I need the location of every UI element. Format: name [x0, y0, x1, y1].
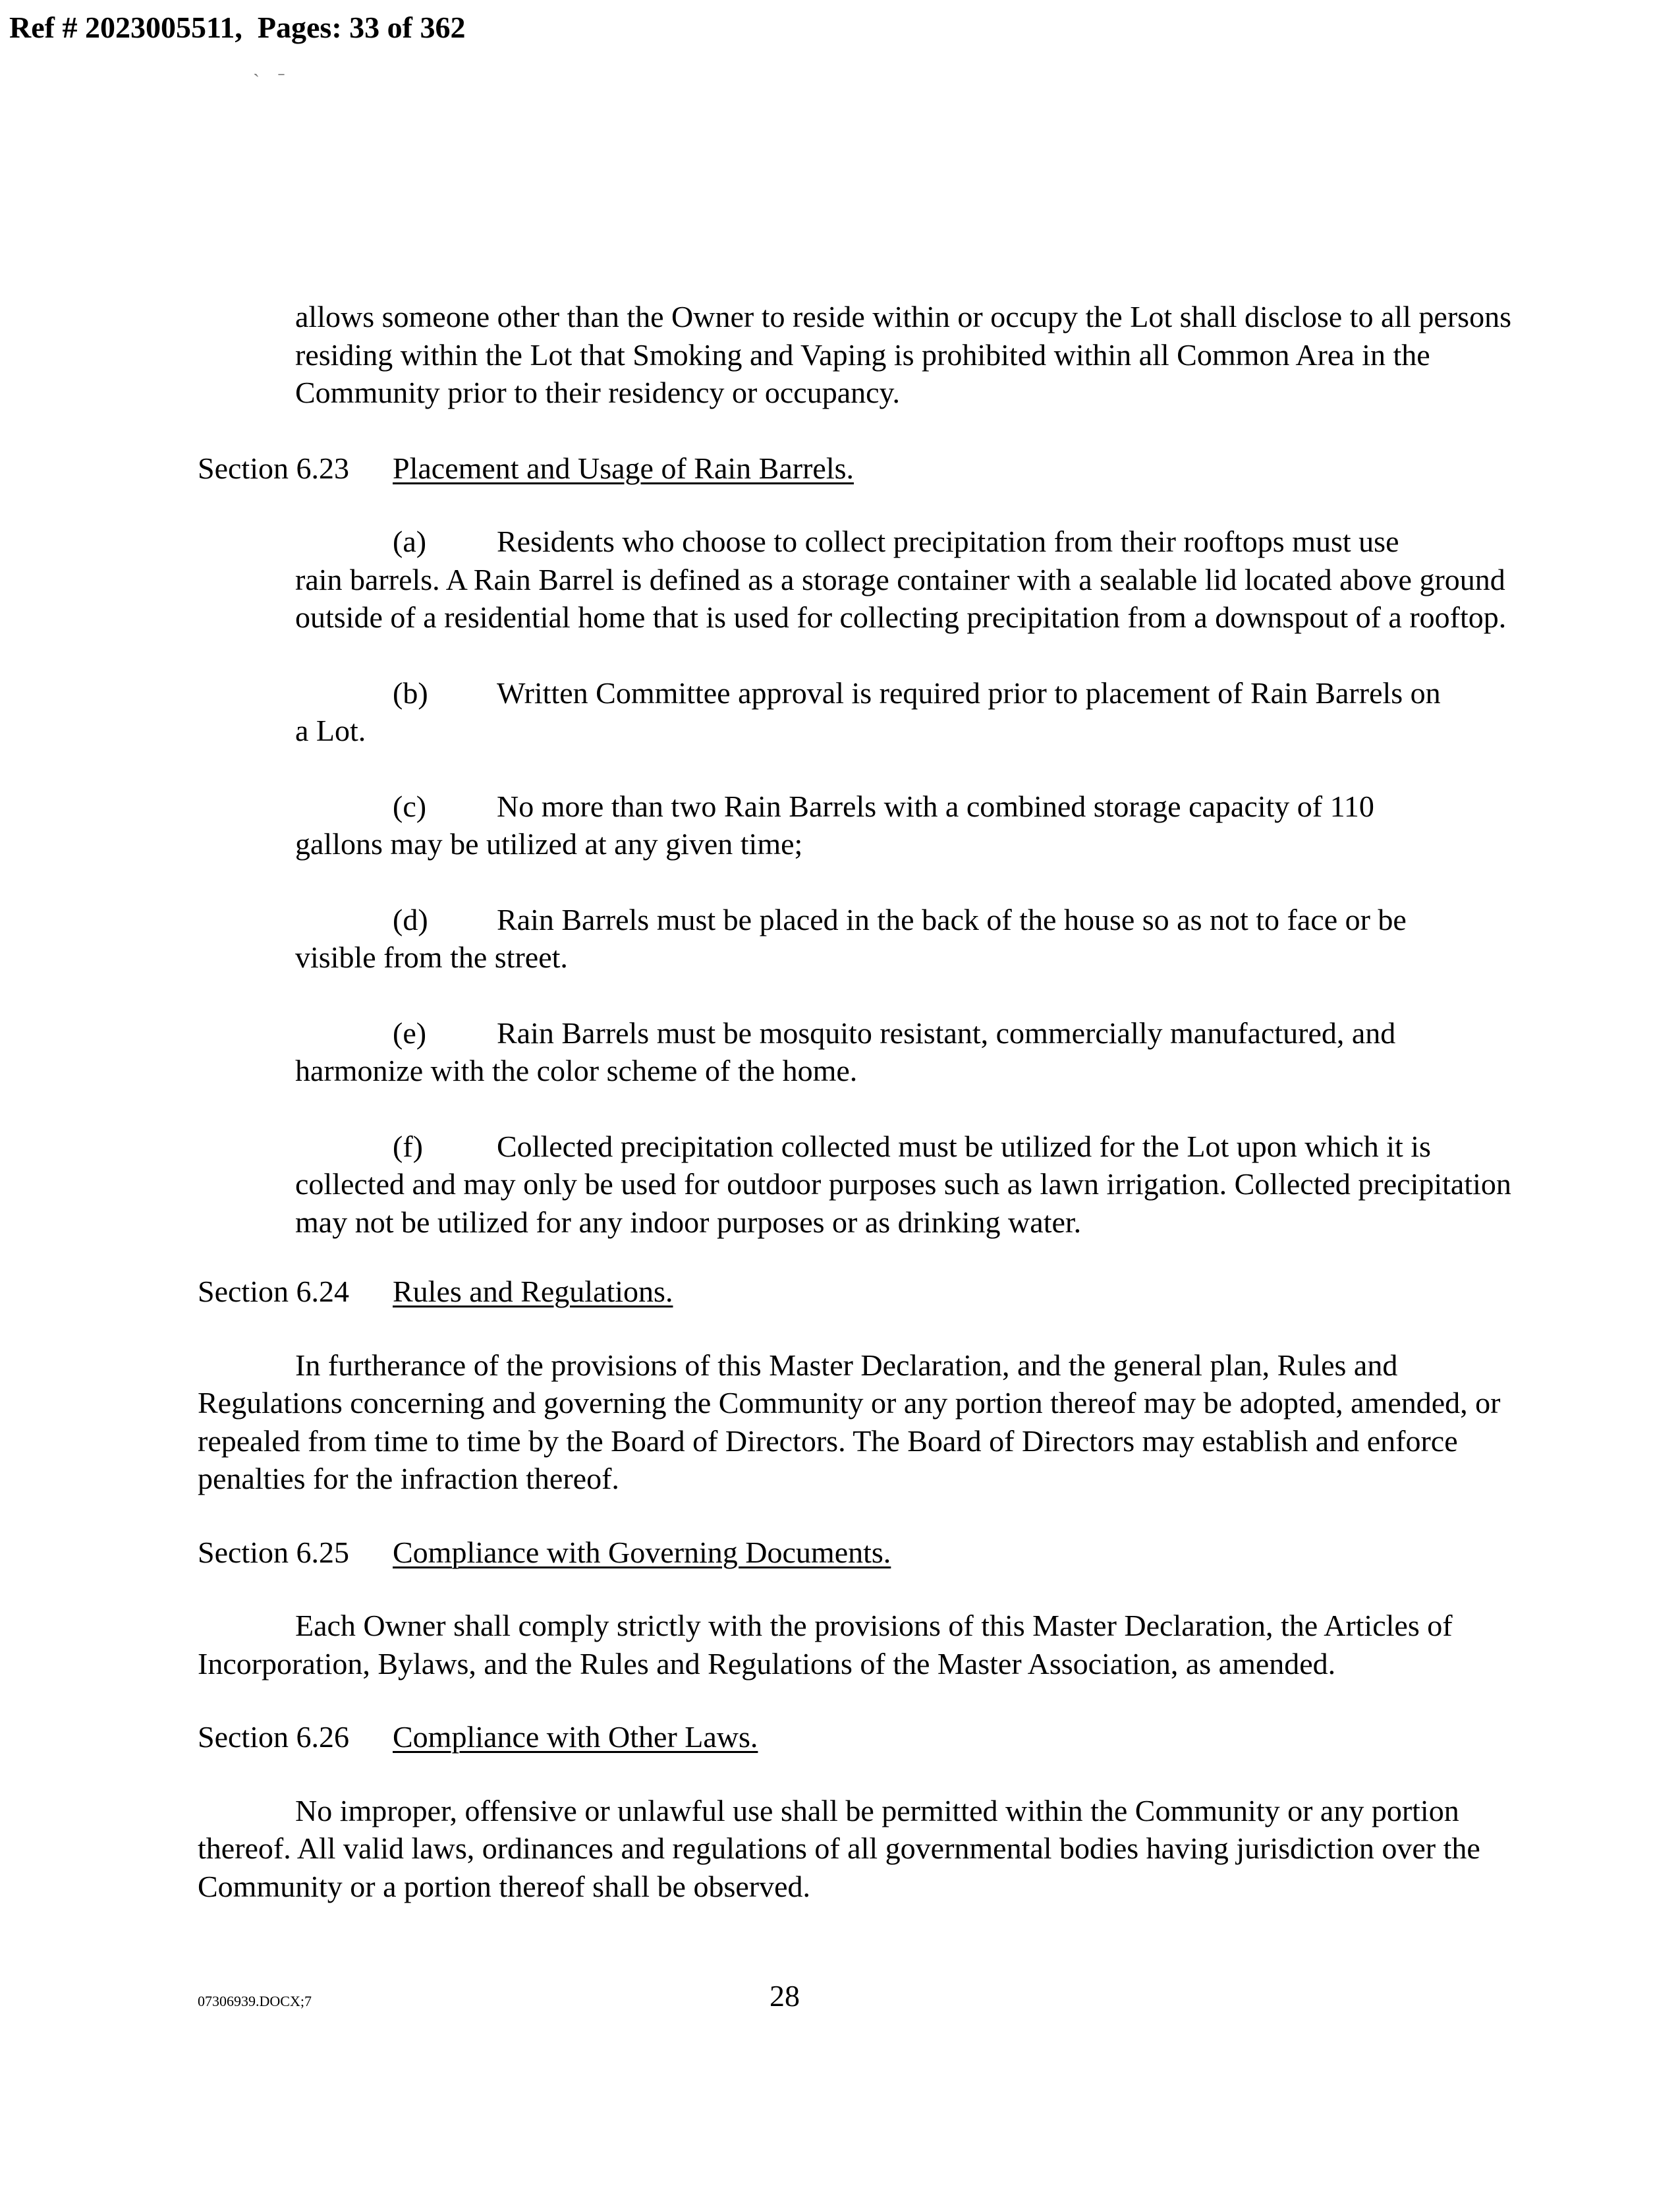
section-heading-6-23: [198, 449, 1528, 488]
item-first-line: Residents who choose to collect precipitation from their rooftops must use: [497, 525, 1399, 558]
section-title: Rules and Regulations.: [393, 1275, 673, 1308]
section-title: Placement and Usage of Rain Barrels.: [393, 451, 854, 485]
list-item: [198, 523, 1528, 637]
reference-header: Ref # 2023005511, Pages: 33 of 362: [9, 11, 466, 44]
section-body: In furtherance of the provisions of this Master Declaration, and the general plan, Rules and Regulations concerning and governing the Community or any portion thereof may be adopted, amended, or repealed from time to time by the Board of Directors. The Board of Directors may establish and enforce penalties for the infraction thereof.: [198, 1348, 1501, 1495]
section-heading-6-25: [198, 1534, 1528, 1572]
page-number: 28: [770, 1979, 800, 2013]
item-label: (d): [393, 902, 428, 936]
item-rest: collected and may only be used for outdoor purposes such as lawn irrigation. Collected precipitation may not be utilized for any indoor purposes or as drinking water.: [295, 1167, 1511, 1239]
section-title: Compliance with Governing Documents.: [393, 1535, 891, 1569]
section-heading-6-26: [198, 1718, 1528, 1756]
item-rest: rain barrels. A Rain Barrel is defined as a storage container with a sealable lid located above ground outside of a residential home that is used for collecting precipitation from a downspout of a rooftop.: [295, 562, 1507, 634]
item-first-line: Written Committee approval is required prior to placement of Rain Barrels on: [497, 675, 1441, 710]
section-number: Section 6.26: [198, 1720, 349, 1754]
list-item: [198, 788, 1528, 863]
item-first-line: Rain Barrels must be mosquito resistant, commercially manufactured, and: [497, 1016, 1396, 1050]
item-first-line: Collected precipitation collected must be utilized for the Lot upon which it is: [497, 1129, 1431, 1163]
item-label: (c): [393, 789, 427, 823]
item-label: (b): [393, 675, 428, 710]
item-rest: gallons may be utilized at any given time;: [295, 827, 803, 861]
section-number: Section 6.24: [198, 1275, 349, 1308]
list-item: [198, 1128, 1528, 1242]
section-title: Compliance with Other Laws.: [393, 1720, 758, 1754]
section-body: No improper, offensive or unlawful use shall be permitted within the Community or any portion thereof. All valid laws, ordinances and regulations of all governmental bodies having jurisdiction over the Community or a portion thereof shall be observed.: [198, 1793, 1480, 1903]
item-rest: harmonize with the color scheme of the home.: [295, 1054, 858, 1087]
section-number: Section 6.23: [198, 451, 349, 485]
list-item: [198, 1014, 1528, 1090]
item-rest: visible from the street.: [295, 940, 568, 974]
item-label: (f): [393, 1129, 423, 1163]
intro-paragraph: allows someone other than the Owner to reside within or occupy the Lot shall disclose to all persons residing within the Lot that Smoking and Vaping is prohibited within all Common Area in the Community prior to their residency or occupancy.: [295, 300, 1511, 409]
document-body: [198, 298, 1528, 1941]
list-item: [198, 901, 1528, 977]
section-heading-6-24: [198, 1273, 1528, 1311]
item-first-line: No more than two Rain Barrels with a combined storage capacity of 110: [497, 789, 1374, 823]
document-code: 07306939.DOCX;7: [198, 1993, 312, 2009]
item-rest: a Lot.: [295, 714, 366, 747]
section-number: Section 6.25: [198, 1535, 349, 1569]
bleed-through-mark: ˏˍ: [253, 55, 303, 77]
section-body: Each Owner shall comply strictly with the provisions of this Master Declaration, the Articles of Incorporation, Bylaws, and the Rules and Regulations of the Master Association, as amended.: [198, 1609, 1453, 1680]
item-label: (e): [393, 1016, 427, 1050]
item-label: (a): [393, 525, 427, 558]
item-first-line: Rain Barrels must be placed in the back of the house so as not to face or be: [497, 902, 1407, 936]
list-item: [198, 674, 1528, 750]
